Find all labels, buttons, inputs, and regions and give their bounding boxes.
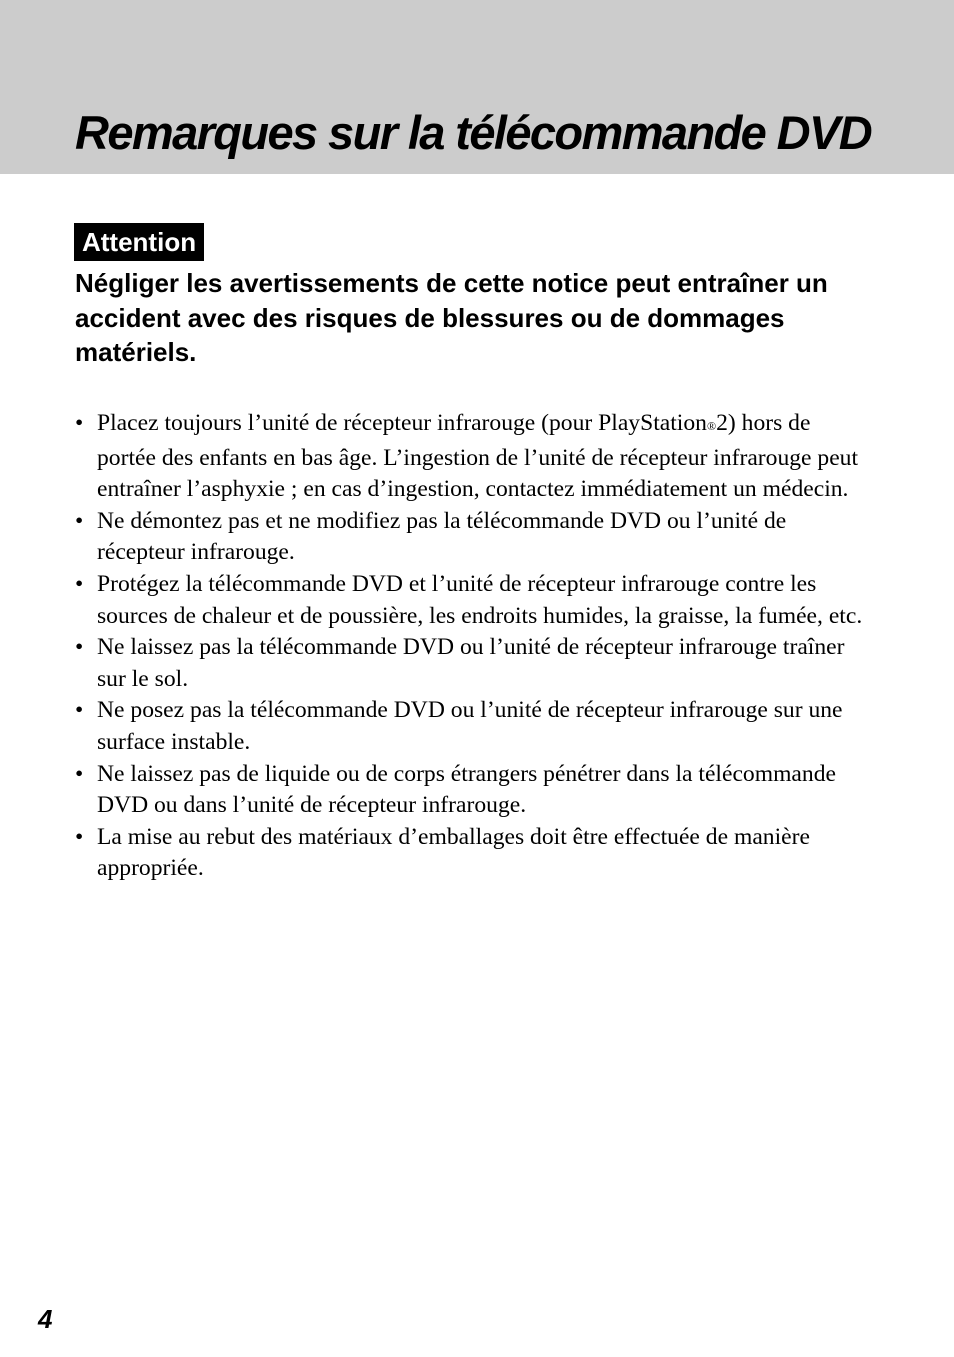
precaution-item bbox=[75, 759, 875, 822]
precaution-text: Ne démontez pas et ne modifiez pas la télécommande DVD ou l’unité de récepteur infrarouge. bbox=[97, 507, 787, 566]
precaution-text: La mise au rebut des matériaux d’emballages doit être effectuée de manière appropriée. bbox=[97, 823, 810, 882]
bullet-icon: • bbox=[75, 760, 84, 787]
warning-text: Négliger les avertissements de cette notice peut entraîner un accident avec des risques de blessures ou de dommages matériels. bbox=[75, 268, 828, 367]
precaution-text: Protégez la télécommande DVD et l’unité de récepteur infrarouge contre les sources de chaleur et de poussière, les endroits humides, la graisse, la fumée, etc. bbox=[97, 570, 863, 629]
precaution-text: Placez toujours l’unité de récepteur infrarouge (pour PlayStation bbox=[97, 410, 707, 436]
registered-mark: ® bbox=[706, 419, 717, 433]
bullet-icon: • bbox=[75, 507, 84, 534]
attention-label: Attention bbox=[74, 223, 204, 261]
precaution-text: 2) hors de portée des enfants en bas âge. L’ingestion de l’unité de récepteur infrarouge peut entraîner l’asphyxie ; en cas d’ingestion, contactez immédiatement un médecin. bbox=[97, 410, 859, 503]
precaution-text: Ne laissez pas la télécommande DVD ou l’unité de récepteur infrarouge traîner sur le sol. bbox=[97, 634, 845, 692]
bullet-icon: • bbox=[75, 697, 84, 724]
precautions-list bbox=[75, 408, 875, 885]
page-number: 4 bbox=[38, 1304, 53, 1334]
bullet-icon: • bbox=[75, 570, 84, 597]
bullet-icon: • bbox=[75, 634, 84, 661]
precaution-item bbox=[75, 569, 875, 632]
bullet-icon: • bbox=[75, 410, 84, 436]
precaution-item bbox=[75, 632, 875, 695]
precaution-item bbox=[75, 695, 875, 758]
bullet-icon: • bbox=[75, 823, 84, 850]
precaution-item bbox=[75, 822, 875, 885]
precaution-text: Ne posez pas la télécommande DVD ou l’unité de récepteur infrarouge sur une surface instable. bbox=[97, 697, 843, 755]
page-title: Remarques sur la télécommande DVD bbox=[75, 106, 872, 159]
header-band bbox=[0, 0, 954, 174]
precaution-item bbox=[75, 506, 875, 569]
precaution-item bbox=[75, 408, 875, 506]
precaution-text: Ne laissez pas de liquide ou de corps étrangers pénétrer dans la télécommande DVD ou dans l’unité de récepteur infrarouge. bbox=[97, 760, 836, 819]
